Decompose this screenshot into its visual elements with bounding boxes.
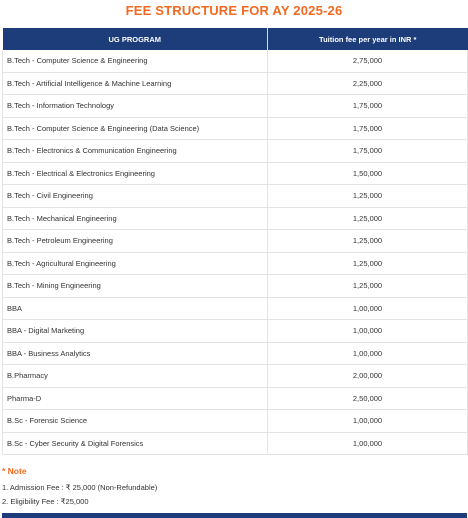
program-name: B.Tech - Mining Engineering (3, 275, 268, 298)
tuition-fee: 1,00,000 (268, 342, 468, 365)
program-name: B.Tech - Electronics & Communication Engineering (3, 140, 268, 163)
table-row (3, 207, 468, 230)
table-row (3, 297, 468, 320)
program-name: B.Sc - Forensic Science (3, 410, 268, 433)
table-row (3, 185, 468, 208)
tuition-fee: 1,00,000 (268, 410, 468, 433)
table-row (3, 387, 468, 410)
program-name: B.Tech - Computer Science & Engineering (Data Science) (3, 117, 268, 140)
program-name: B.Tech - Civil Engineering (3, 185, 268, 208)
tuition-fee: 1,75,000 (268, 140, 468, 163)
table-row (3, 320, 468, 343)
program-name: B.Pharmacy (3, 365, 268, 388)
table-row (3, 117, 468, 140)
program-name: B.Tech - Petroleum Engineering (3, 230, 268, 253)
column-header-program: UG PROGRAM (3, 28, 268, 50)
tuition-fee: 1,50,000 (268, 162, 468, 185)
tuition-fee: 2,00,000 (268, 365, 468, 388)
tuition-fee: 1,00,000 (268, 297, 468, 320)
tuition-fee: 1,25,000 (268, 275, 468, 298)
program-name: Pharma-D (3, 387, 268, 410)
program-name: B.Tech - Mechanical Engineering (3, 207, 268, 230)
table-row (3, 140, 468, 163)
program-name: BBA (3, 297, 268, 320)
table-row (3, 275, 468, 298)
column-header-tuition-fee: Tuition fee per year in INR * (268, 28, 468, 50)
table-row (3, 410, 468, 433)
table-header-row (3, 28, 468, 50)
tuition-fee: 1,75,000 (268, 95, 468, 118)
tuition-fee: 1,00,000 (268, 320, 468, 343)
program-name: B.Sc - Cyber Security & Digital Forensics (3, 432, 268, 455)
note-title: * Note (2, 466, 27, 476)
table-row (3, 252, 468, 275)
table-row (3, 162, 468, 185)
table-row (3, 342, 468, 365)
program-name: B.Tech - Computer Science & Engineering (3, 50, 268, 72)
table-row (3, 50, 468, 72)
fee-table (2, 28, 468, 455)
note-eligibility-fee: 2. Eligibility Fee : ₹25,000 (2, 497, 89, 506)
tuition-fee: 1,75,000 (268, 117, 468, 140)
tuition-fee: 2,75,000 (268, 50, 468, 72)
tuition-fee: 2,50,000 (268, 387, 468, 410)
tuition-fee: 1,25,000 (268, 252, 468, 275)
program-name: B.Tech - Electrical & Electronics Engineering (3, 162, 268, 185)
program-name: B.Tech - Artificial Intelligence & Machine Learning (3, 72, 268, 95)
page-title: FEE STRUCTURE FOR AY 2025-26 (125, 3, 343, 18)
bottom-bar (2, 513, 467, 518)
program-name: B.Tech - Information Technology (3, 95, 268, 118)
tuition-fee: 1,00,000 (268, 432, 468, 455)
tuition-fee: 1,25,000 (268, 230, 468, 253)
program-name: BBA - Business Analytics (3, 342, 268, 365)
table-row (3, 365, 468, 388)
table-row (3, 230, 468, 253)
table-row (3, 432, 468, 455)
table-row (3, 72, 468, 95)
tuition-fee: 2,25,000 (268, 72, 468, 95)
table-row (3, 95, 468, 118)
program-name: B.Tech - Agricultural Engineering (3, 252, 268, 275)
program-name: BBA - Digital Marketing (3, 320, 268, 343)
note-admission-fee: 1. Admission Fee : ₹ 25,000 (Non-Refundable) (2, 483, 158, 492)
tuition-fee: 1,25,000 (268, 207, 468, 230)
tuition-fee: 1,25,000 (268, 185, 468, 208)
